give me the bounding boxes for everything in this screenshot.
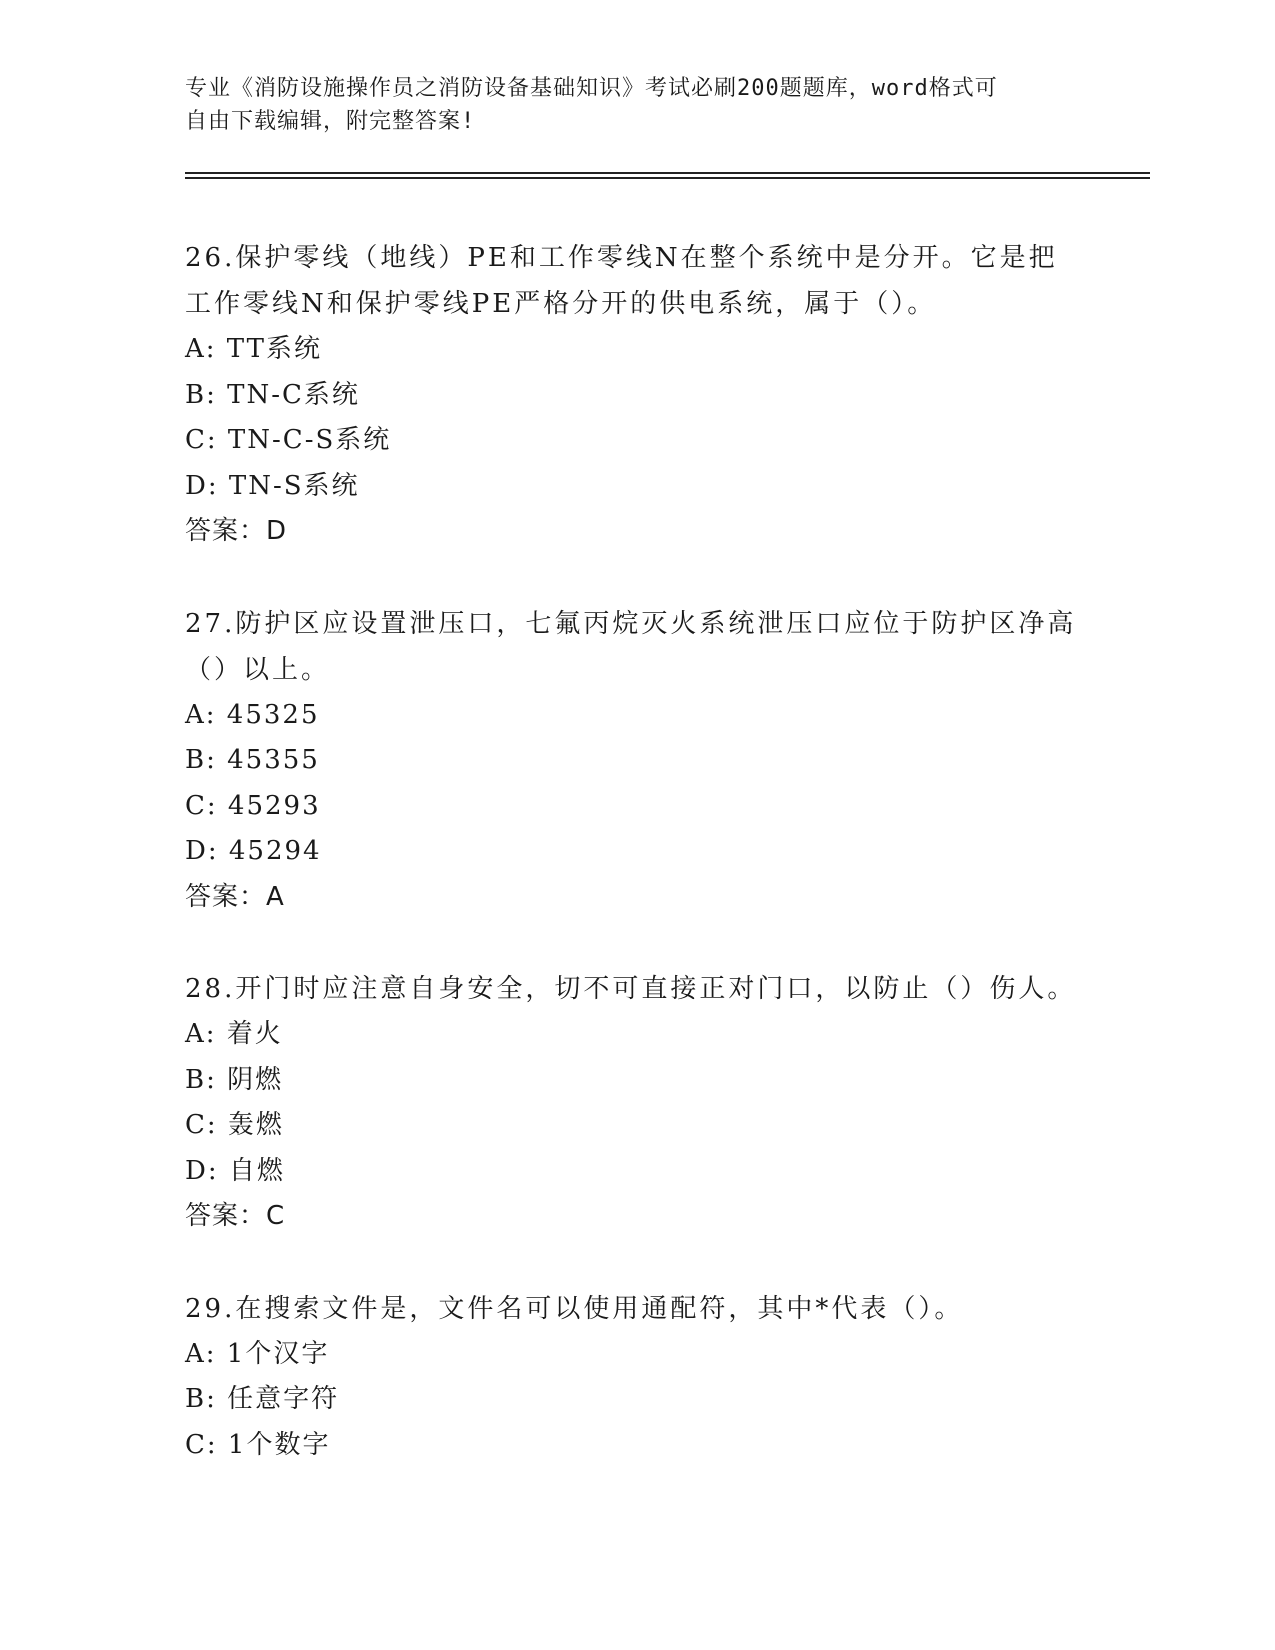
option-b: B: 任意字符 xyxy=(185,1384,340,1414)
option-c: C: 轰燃 xyxy=(185,1110,284,1140)
answer: 答案：C xyxy=(185,1201,286,1231)
question-text: 26.保护零线（地线）PE和工作零线N在整个系统中是分开。它是把工作零线N和保护零线PE严格分开的供电系统，属于（）。 xyxy=(185,243,1058,319)
option-a: A: 1个汉字 xyxy=(185,1338,330,1369)
answer: 答案：A xyxy=(185,881,285,912)
header-divider-top xyxy=(185,172,1150,174)
question-text: 28.开门时应注意自身安全，切不可直接正对门口，以防止（）伤人。 xyxy=(185,974,1077,1004)
option-c: C: 45293 xyxy=(185,790,321,821)
option-d: D: TN-S系统 xyxy=(185,470,360,501)
header-line-1: 专业《消防设施操作员之消防设备基础知识》考试必刷200题题库，word格式可 xyxy=(185,76,998,101)
option-c: C: TN-C-S系统 xyxy=(185,425,392,455)
option-b: B: TN-C系统 xyxy=(185,379,360,410)
question-item-27 xyxy=(185,601,1085,921)
option-d: D: 自燃 xyxy=(185,1155,285,1186)
option-a: A: 着火 xyxy=(185,1019,283,1049)
question-item-29 xyxy=(185,1286,1085,1469)
option-d: D: 45294 xyxy=(185,836,322,866)
question-item-28 xyxy=(185,966,1085,1240)
question-item-26 xyxy=(185,235,1085,555)
option-b: B: 45355 xyxy=(185,745,320,775)
header-divider-bottom xyxy=(185,177,1150,179)
question-text: 29.在搜索文件是，文件名可以使用通配符，其中*代表（）。 xyxy=(185,1293,964,1324)
question-text: 27.防护区应设置泄压口，七氟丙烷灭火系统泄压口应位于防护区净高（）以上。 xyxy=(185,608,1077,685)
question-list xyxy=(185,235,1085,1514)
option-b: B: 阴燃 xyxy=(185,1064,284,1095)
option-c: C: 1个数字 xyxy=(185,1429,331,1460)
option-a: A: TT系统 xyxy=(185,334,322,364)
document-header xyxy=(185,72,1085,138)
option-a: A: 45325 xyxy=(185,699,320,730)
answer: 答案：D xyxy=(185,516,288,546)
header-line-2: 自由下载编辑，附完整答案! xyxy=(185,109,476,134)
